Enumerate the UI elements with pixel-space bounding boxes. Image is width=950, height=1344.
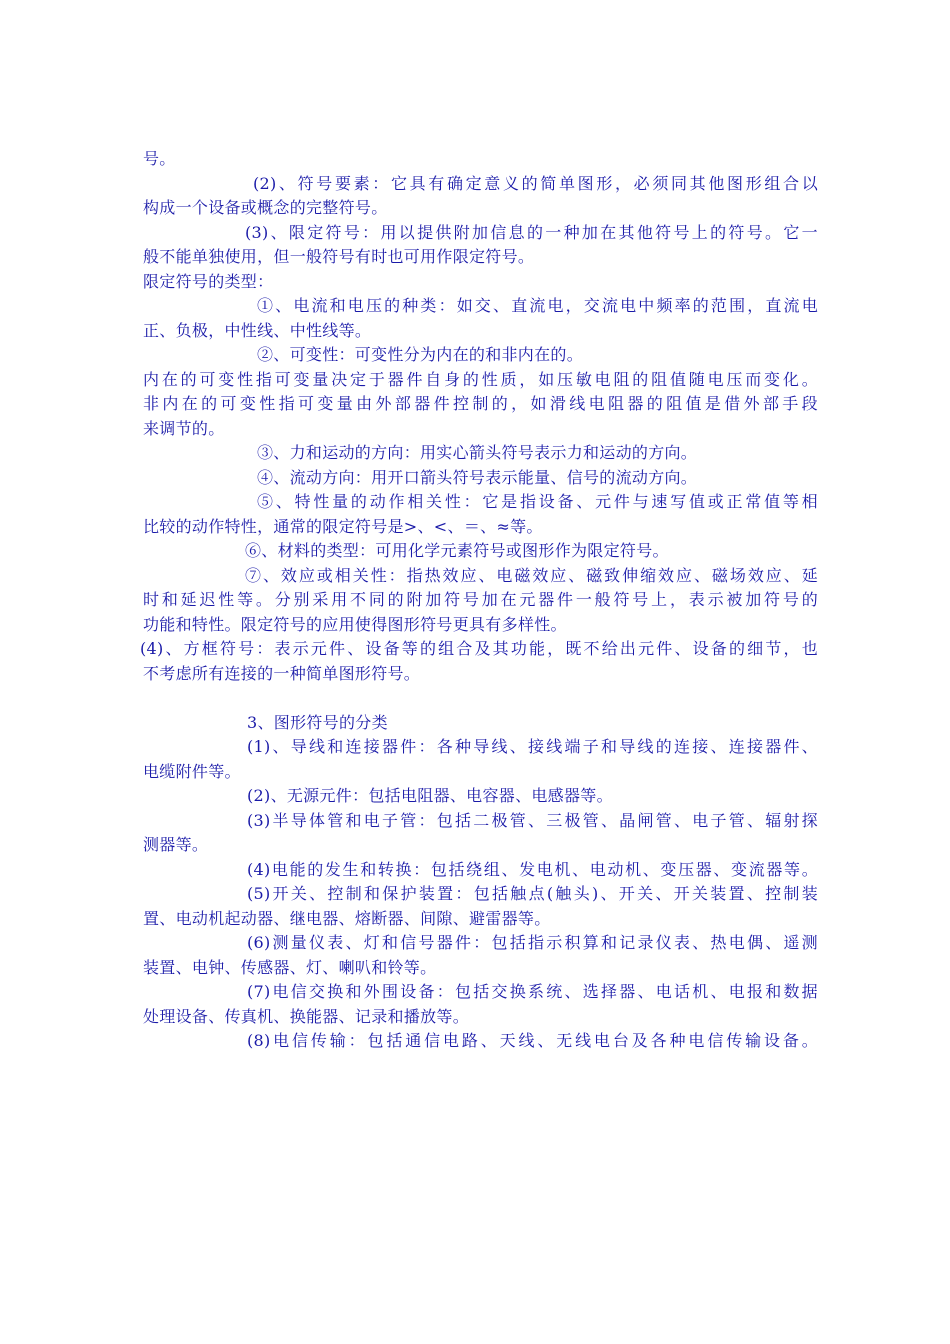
- text-line: 电缆附件等。: [143, 761, 241, 781]
- text-line: 测器等。: [143, 835, 209, 854]
- text-line: 装置、电钟、传感器、灯、喇叭和铃等。: [143, 957, 437, 977]
- text-line: 比较的动作特性，通常的限定符号是>、<、＝、≈等。: [143, 516, 543, 536]
- text-line: ③、力和运动的方向：用实心箭头符号表示力和运动的方向。: [257, 443, 698, 462]
- blank-line: [143, 686, 818, 711]
- text-line: 处理设备、传真机、换能器、记录和播放等。: [143, 1006, 470, 1026]
- text-line: 般不能单独使用，但一般符号有时也可用作限定符号。: [143, 247, 535, 266]
- text-line: ⑥、材料的类型：可用化学元素符号或图形作为限定符号。: [245, 541, 669, 560]
- text-line: (3)半导体管和电子管：包括二极管、三极管、晶闸管、电子管、辐射探: [247, 810, 818, 830]
- text-line: ①、电流和电压的种类：如交、直流电，交流电中频率的范围，直流电: [257, 296, 818, 315]
- text-line: 正、负极，中性线、中性线等。: [143, 320, 372, 340]
- text-line: ⑤、特性量的动作相关性：它是指设备、元件与速写值或正常值等相: [257, 492, 818, 511]
- text-line: 功能和特性。限定符号的应用使得图形符号更具有多样性。: [143, 614, 567, 634]
- text-line: ②、可变性：可变性分为内在的和非内在的。: [257, 345, 584, 364]
- text-line: (5)开关、控制和保护装置：包括触点(触头)、开关、开关装置、控制装: [247, 884, 818, 903]
- text-line: 来调节的。: [143, 418, 225, 438]
- text-line: 非内在的可变性指可变量由外部器件控制的，如滑线电阻器的阻值是借外部手段: [143, 394, 818, 413]
- text-line: 不考虑所有连接的一种简单图形符号。: [143, 663, 421, 683]
- text-line: ⑦、效应或相关性：指热效应、电磁效应、磁致伸缩效应、磁场效应、延: [245, 565, 818, 585]
- text-line: ④、流动方向：用开口箭头符号表示能量、信号的流动方向。: [257, 467, 698, 487]
- text-line: (4)、方框符号：表示元件、设备等的组合及其功能，既不给出元件、设备的细节，也: [140, 639, 818, 658]
- text-line: (7)电信交换和外围设备：包括交换系统、选择器、电话机、电报和数据: [247, 982, 818, 1001]
- text-line: 号。: [143, 149, 176, 168]
- text-line: (2)、无源元件：包括电阻器、电容器、电感器等。: [247, 786, 613, 805]
- text-line: (4)电能的发生和转换：包括绕组、发电机、电动机、变压器、变流器等。: [247, 859, 818, 879]
- text-line: (2)、符号要素：它具有确定意义的简单图形，必须同其他图形组合以: [253, 173, 818, 193]
- text-line: 构成一个设备或概念的完整符号。: [143, 198, 388, 217]
- text-line: (6)测量仪表、灯和信号器件：包括指示积算和记录仪表、热电偶、遥测: [247, 933, 818, 952]
- section-heading: 3、图形符号的分类: [247, 712, 388, 732]
- text-line: (3)、限定符号：用以提供附加信息的一种加在其他符号上的符号。它一: [245, 222, 818, 242]
- text-line: 限定符号的类型：: [143, 271, 274, 291]
- text-line: (1)、导线和连接器件：各种导线、接线端子和导线的连接、连接器件、: [247, 737, 818, 756]
- text-line: 内在的可变性指可变量决定于器件自身的性质，如压敏电阻的阻值随电压而变化。: [143, 369, 818, 389]
- text-line: 时和延迟性等。分别采用不同的附加符号加在元器件一般符号上，表示被加符号的: [143, 590, 818, 609]
- document-body: [140, 147, 818, 1054]
- text-line: (8)电信传输：包括通信电路、天线、无线电台及各种电信传输设备。: [247, 1031, 818, 1050]
- text-line: 置、电动机起动器、继电器、熔断器、间隙、避雷器等。: [143, 908, 551, 928]
